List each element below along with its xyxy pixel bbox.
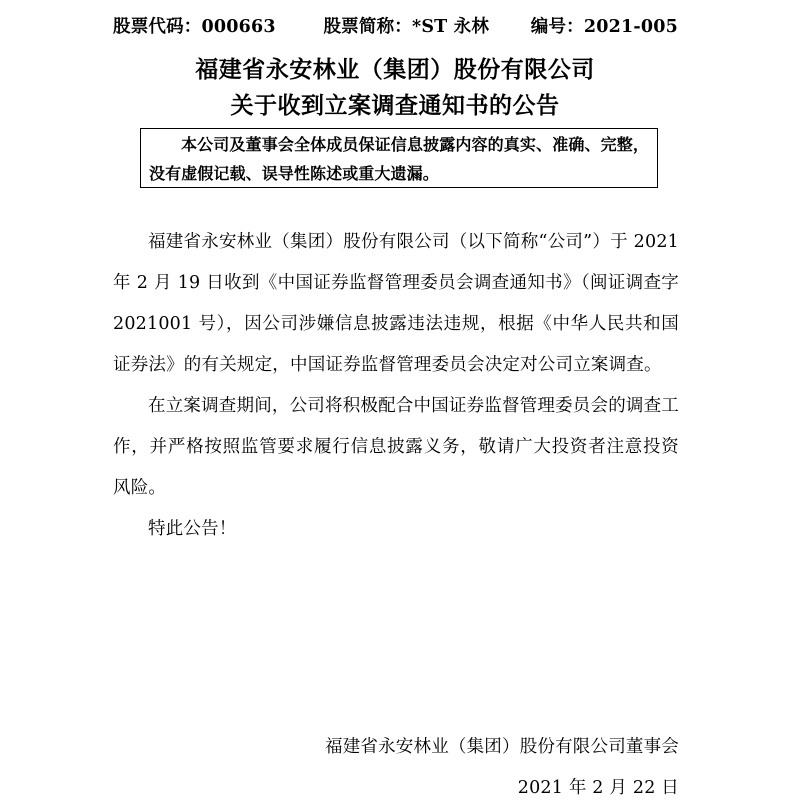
signature-issuer: 福建省永安林业（集团）股份有限公司董事会: [325, 737, 679, 757]
title-subject-line: 关于收到立案调查通知书的公告: [230, 92, 560, 119]
announcement-number-field: 编号：2021-005: [530, 17, 678, 37]
document-header: [113, 13, 678, 38]
disclaimer-text: 本公司及董事会全体成员保证信息披露内容的真实、准确、完整，没有虚假记载、误导性陈述或重大遗漏。: [149, 135, 649, 183]
disclaimer-box: [140, 128, 658, 188]
stock-code-field: 股票代码：000663: [113, 17, 276, 37]
title-company-line: 福建省永安林业（集团）股份有限公司: [195, 56, 595, 83]
body-paragraph-closing: 特此公告！: [148, 519, 237, 539]
document-body: [113, 222, 679, 550]
stock-abbreviation-field: 股票简称：*ST 永林: [323, 17, 490, 37]
body-paragraph: 在立案调查期间，公司将积极配合中国证券监督管理委员会的调查工作，并严格按照监管要求履行信息披露义务，敬请广大投资者注意投资风险。: [113, 396, 679, 498]
signature-block: [113, 727, 679, 809]
page-title: [0, 52, 790, 124]
signature-date: 2021 年 2 月 22 日: [517, 778, 679, 798]
body-paragraph: 福建省永安林业（集团）股份有限公司（以下简称“公司”）于 2021 年 2 月 19 日收到《中国证券监督管理委员会调查通知书》（闽证调查字 2021001 号），因公司涉嫌信息披露违法违规，根据《中华人民共和国证券法》的有关规定，中国证券监督管理委员会决定对公司立案调查。: [113, 232, 679, 375]
